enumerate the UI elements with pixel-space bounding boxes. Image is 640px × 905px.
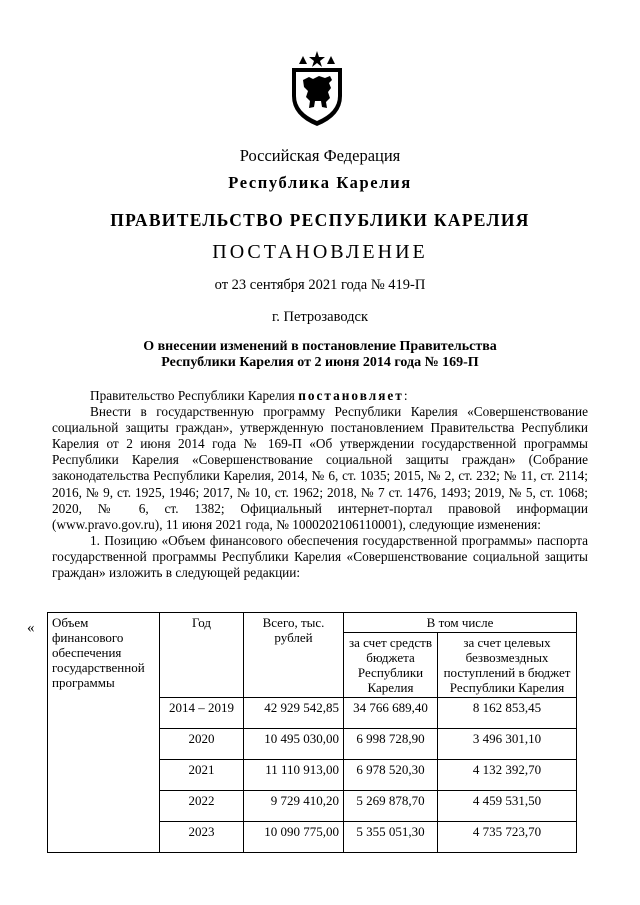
- document-type: ПОСТАНОВЛЕНИЕ: [212, 241, 428, 263]
- financing-table: [47, 612, 577, 853]
- cell-total: 10 495 030,00: [244, 729, 344, 760]
- amendment-paragraph: Внести в государственную программу Республики Карелия «Совершенствование социальной защиты граждан», утвержденную постановлением Правительства Республики Карелия от 2 июня 2014 года № 169-П «Об утверждении государственной программы Республики Карелия «Совершенствование социальной защиты граждан» (Собрание законодательства Республики Карелия, 2014, № 6, ст. 1035; 2015, № 2, ст. 232; № 11, ст. 2114; 2016, № 9, ст. 1925, 1946; 2017, № 10, ст. 1962; 2018, № 7 ст. 1476, 1493; 2019, № 5, ст. 1068; 2020, № 6, ст. 1382; Официальный интернет-портал правовой информации (www.pravo.gov.ru), 11 июня 2021 года, № 1000202106110001), следующие изменения:: [52, 404, 588, 532]
- header-year: Год: [160, 613, 244, 698]
- table-header-row: [48, 613, 577, 633]
- subject-line-2: Республики Карелия от 2 июня 2014 года № 169-П: [161, 355, 479, 370]
- item-1-paragraph: 1. Позицию «Объем финансового обеспечения государственной программы» паспорта государственной программы Республики Карелия «Совершенствование социальной защиты граждан» изложить в следующей редакции:: [52, 532, 588, 581]
- cell-total: 11 110 913,00: [244, 760, 344, 791]
- cell-total: 42 929 542,85: [244, 698, 344, 729]
- cell-total: 9 729 410,20: [244, 791, 344, 822]
- preamble-paragraph: [52, 388, 588, 404]
- cell-budget: 6 978 520,30: [344, 760, 438, 791]
- subject-line-1: О внесении изменений в постановление Правительства: [143, 339, 497, 354]
- cell-target: 4 735 723,70: [438, 822, 577, 853]
- cell-year: 2020: [160, 729, 244, 760]
- cell-budget: 5 355 051,30: [344, 822, 438, 853]
- opening-quote: «: [27, 620, 35, 636]
- cell-total: 10 090 775,00: [244, 822, 344, 853]
- cell-target: 3 496 301,10: [438, 729, 577, 760]
- coat-of-arms-icon: [286, 50, 348, 128]
- cell-budget: 5 269 878,70: [344, 791, 438, 822]
- table-row-label: Объем финансового обеспечения государственной программы: [48, 613, 160, 853]
- cell-target: 4 132 392,70: [438, 760, 577, 791]
- document-body: [52, 388, 588, 581]
- preamble-verb: постановляет: [298, 388, 404, 403]
- header-budget: за счет средств бюджета Республики Карелия: [344, 633, 438, 698]
- header-including: В том числе: [344, 613, 577, 633]
- government-title: ПРАВИТЕЛЬСТВО РЕСПУБЛИКИ КАРЕЛИЯ: [110, 210, 530, 230]
- cell-year: 2021: [160, 760, 244, 791]
- header-total: Всего, тыс. рублей: [244, 613, 344, 698]
- preamble-suffix: :: [403, 388, 408, 403]
- date-number: от 23 сентября 2021 года № 419-П: [214, 277, 426, 293]
- cell-year: 2014 – 2019: [160, 698, 244, 729]
- cell-budget: 6 998 728,90: [344, 729, 438, 760]
- header-target: за счет целевых безвозмездных поступлений в бюджет Республики Карелия: [438, 633, 577, 698]
- country-name: Российская Федерация: [239, 146, 401, 165]
- city: г. Петрозаводск: [271, 309, 369, 325]
- preamble-prefix: Правительство Республики Карелия: [90, 388, 299, 403]
- cell-target: 4 459 531,50: [438, 791, 577, 822]
- cell-year: 2022: [160, 791, 244, 822]
- cell-budget: 34 766 689,40: [344, 698, 438, 729]
- cell-target: 8 162 853,45: [438, 698, 577, 729]
- cell-year: 2023: [160, 822, 244, 853]
- republic-name: Республика Карелия: [228, 173, 412, 192]
